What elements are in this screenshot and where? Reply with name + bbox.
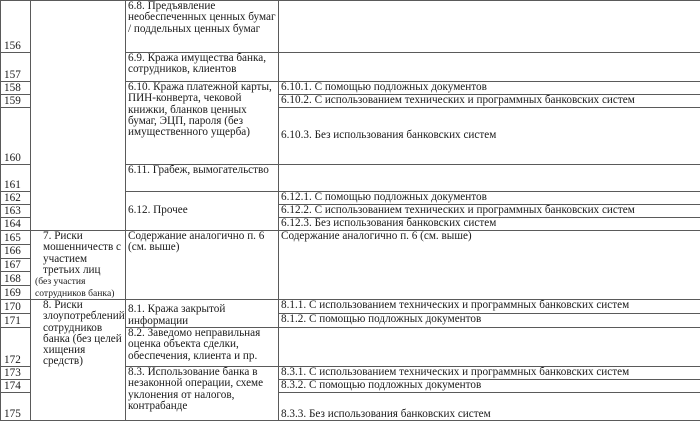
subcategory-cell: 8.2. Заведомо неправильная оценка объекта сделки, обеспечения, клиента и пр. (126, 328, 279, 367)
row-number: 163 (1, 205, 31, 218)
detail-cell: 8.1.2. С помощью подложных документов (279, 314, 700, 328)
category-cell-7 (31, 231, 126, 300)
subcategory-cell: 6.12. Прочее (126, 192, 279, 231)
row-number: 172 (1, 328, 31, 367)
subcategory-cell: 8.3. Использование банка в незаконной операции, схеме уклонения от налогов, контрабанде (126, 367, 279, 421)
row-number: 167 (1, 258, 31, 272)
row-number: 174 (1, 380, 31, 393)
detail-cell: 6.12.1. С помощью подложных документов (279, 192, 700, 205)
detail-cell: 6.12.2. С использованием технических и программных банковских систем (279, 205, 700, 218)
row-number: 175 (1, 393, 31, 421)
category-cell-6 (31, 1, 126, 231)
row-number: 157 (1, 53, 31, 82)
category-cell-8 (31, 300, 126, 421)
category-title: 7. Риски мошенничеств с участием третьих лиц (43, 230, 121, 276)
subcategory-cell: 6.9. Кража имущества банка, сотрудников, клиентов (126, 53, 279, 82)
detail-cell: 8.1.1. С использованием технических и программных банковских систем (279, 300, 700, 314)
row-number: 166 (1, 244, 31, 258)
detail-cell (279, 328, 700, 367)
row-number: 158 (1, 82, 31, 95)
subcategory-cell: 6.10. Кража платежной карты, ПИН-конверта, чековой книжки, бланков ценных бумаг, ЭЦП, пароля (без имущественного ущерба) (126, 82, 279, 165)
row-number: 168 (1, 272, 31, 286)
subcategory-cell: 6.8. Предъявление необеспеченных ценных бумаг / поддельных ценных бумаг (126, 1, 279, 53)
detail-cell (279, 53, 700, 82)
detail-cell: 6.10.2. С использованием технических и программных банковских систем (279, 95, 700, 108)
category-note: (без участия сотрудников банка) (35, 276, 115, 299)
detail-cell: 8.3.3. Без использования банковских систем (279, 393, 700, 421)
row-number: 165 (1, 231, 31, 245)
row-number: 159 (1, 95, 31, 108)
row-number: 173 (1, 367, 31, 380)
subcategory-cell: 6.11. Грабеж, вымогательство (126, 165, 279, 192)
row-number: 164 (1, 218, 31, 231)
subcategory-cell: Содержание аналогично п. 6 (см. выше) (126, 231, 279, 300)
subcategory-cell: 8.1. Кража закрытой информации (126, 300, 279, 328)
row-number: 170 (1, 300, 31, 314)
detail-cell: 6.12.3. Без использования банковских систем (279, 218, 700, 231)
row-number: 161 (1, 165, 31, 192)
detail-cell: 6.10.3. Без использования банковских систем (279, 108, 700, 165)
detail-cell: Содержание аналогично п. 6 (см. выше) (279, 231, 700, 300)
detail-cell: 8.3.2. С помощью подложных документов (279, 380, 700, 393)
row-number: 160 (1, 108, 31, 165)
row-number: 162 (1, 192, 31, 205)
detail-cell: 6.10.1. С помощью подложных документов (279, 82, 700, 95)
detail-cell: 8.3.1. С использованием технических и программных банковских систем (279, 367, 700, 380)
row-number: 156 (1, 1, 31, 53)
row-number: 171 (1, 314, 31, 328)
detail-cell (279, 165, 700, 192)
detail-cell (279, 1, 700, 53)
category-title: 8. Риски злоупотреблений сотрудников банка (без целей хищения средств) (43, 299, 125, 368)
row-number: 169 (1, 286, 31, 300)
